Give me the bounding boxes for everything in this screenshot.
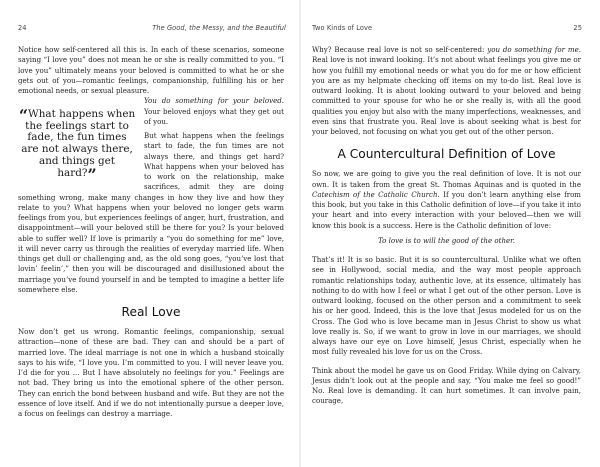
paragraph-text: That’s it! It is so basic. But it is so countercultural. Unlike what we often see in Hollywood, social media, and the way most people approach romantic relationships today, authentic love, at its essence, ultimately has nothing to do with how I feel or what I get out of the other person. Love is outward looking, focused on the other person and a commitment to seek his or her good. Indeed, this is the love that Jesus modeled for us on the Cross. The God who is love became man in Jesus Christ to show us what love really is. So, if we want to grow in love in our marriages, we should always have our eye on Love himself, Jesus Christ, especially when he most fully revealed his love for us on the Cross. — [312, 255, 581, 357]
paragraph — [18, 45, 284, 96]
running-head: Two Kinds of Love — [312, 24, 373, 32]
paragraph-text: Real love is not inward looking. It’s not about what feelings you give me or how you fulfill my emotional needs or what you do for me or how efficient you are as my helpmate checking off items on my to-do list. Real love is outward looking. It is about looking outward to your beloved and being committed to your spouse for who he or she really is, with all the good qualities you enjoy but also with the many imperfections, weaknesses, and even sins that frustrate you. Real love is about seeking what is best for your beloved, not focusing on what you get out of the other person. — [312, 55, 581, 136]
left-page-body — [18, 45, 284, 419]
paragraph — [312, 45, 581, 137]
emphasis-text: Catechism of the Catholic Church. — [312, 189, 440, 199]
running-head: The Good, the Messy, and the Beautiful — [152, 24, 286, 32]
paragraph-text: Why? Because real love is not so self-centered: — [312, 45, 485, 54]
paragraph-text: But what happens when the feelings start to fade, the fun times are not always there, and things get hard? What happens when your beloved has to work on the relationship, make sacrifices, admit they are doing something wrong, make many changes in how they live and how they relate to you? What happens when your beloved no longer gets warm feelings from you, but experiences feelings of anger, hurt, frustration, and disappointment—will your beloved still be there for you? Is your beloved able to suffer well? If love is primarily a “you do something for me” love, it will never carry us through the realities of everyday married life. When things get dull or challenging and, as the old song goes, “you’ve lost that lovin’ feelin’,” then you will be discouraged and disillusioned about the marriage you’ve found yourself in and be tempted to imagine a better life somewhere else. — [18, 131, 284, 294]
page-number: 25 — [573, 24, 582, 32]
section-heading: Real Love — [121, 305, 181, 319]
right-page — [300, 0, 600, 467]
emphasis-text: You do something for your beloved. — [144, 96, 284, 106]
definition-quote: To love is to will the good of the other. — [378, 235, 515, 245]
right-page-body — [312, 45, 581, 407]
paragraph — [312, 255, 581, 358]
section-heading: A Countercultural Definition of Love — [337, 147, 556, 162]
close-quote-mark: ” — [87, 165, 97, 185]
paragraph — [312, 169, 581, 231]
paragraph-text: So now, we are going to give you the real definition of love. It is not our own. It is taken from the great St. Thomas Aquinas and is quoted in the — [312, 169, 581, 189]
paragraph-text: Now don’t get us wrong. Romantic feelings, companionship, sexual attraction—none of these are bad. They can and should be a part of married love. The ideal marriage is not one in which a husband stoically says to his wife, “I love you. I’m committed to you. I will never leave you. I’d die for you … But I have absolutely no feelings for you.” Feelings are not bad. They bring us into the emotional sphere of the other person. They can enrich the bond between husband and wife. But they are not the essence of love itself. And if we do not intentionally pursue a deeper love, a focus on feelings can destroy a marriage. — [18, 327, 284, 418]
paragraph — [312, 366, 581, 407]
emphasis-text: you do something for me. — [487, 45, 581, 54]
paragraph-text: Think about the model he gave us on Good Friday. While dying on Calvary, Jesus didn’t look out at the people and say, “You make me feel so good!” No. Real love is demanding. It can hurt sometimes. It can involve pain, courage, — [312, 365, 581, 406]
pull-quote-text: What happens when the feelings start to fade, the fun times are not always there, and things get hard? — [21, 108, 136, 180]
paragraph-text: Your beloved enjoys what they get out of you. — [144, 106, 284, 126]
paragraph — [18, 327, 284, 419]
page-number: 24 — [18, 24, 27, 32]
pull-quote — [18, 98, 136, 185]
open-quote-mark: “ — [18, 106, 29, 126]
paragraph-text: Notice how self-centered all this is. In each of these scenarios, someone saying “I love you” does not mean he or she is really committed to you. “I love you” ultimately means your beloved is committed to what he or she gets out of you—romantic feelings, companionship, fulfilling his or her emotional needs, or sexual pleasure. — [18, 45, 284, 95]
paragraph-text: If you don’t learn anything else from this book, but you take in this Catholic definition of love—if you take it into your heart and into every interaction with your beloved—then we will know this book is a success. Here is the Catholic definition of love: — [312, 189, 581, 230]
